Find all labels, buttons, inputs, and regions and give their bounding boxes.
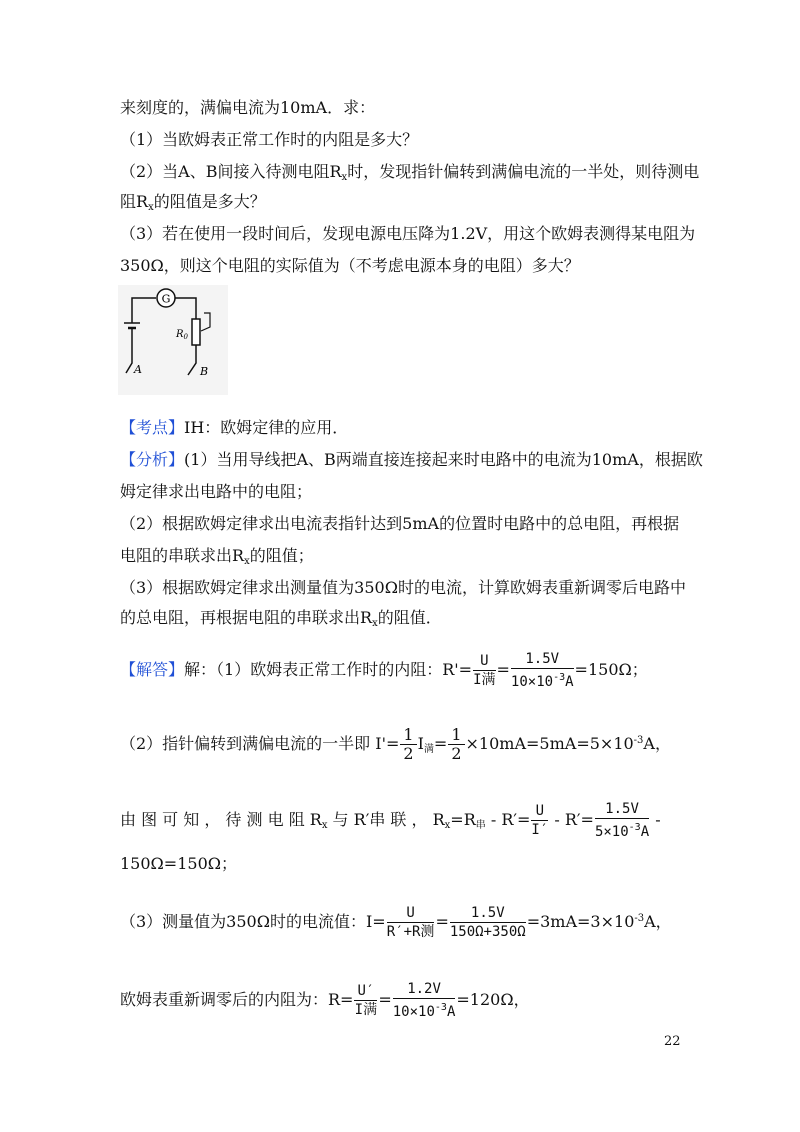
variable-resistor-icon xyxy=(192,319,200,345)
s2-result: ×10mA=5mA=5×10 xyxy=(465,734,634,753)
fraction-one-half xyxy=(448,726,464,763)
fenxi-line-2: 姆定律求出电路中的电阻； xyxy=(120,482,313,501)
subscript-x: x xyxy=(444,820,451,831)
fenxi-line-3: （2）根据欧姆定律求出电流表指针达到5mA的位置时电路中的总电阻，再根据 xyxy=(120,514,680,533)
fraction-voltage-over-current xyxy=(511,650,574,691)
page-number: 22 xyxy=(664,1034,681,1049)
equals-sign: = xyxy=(496,660,510,679)
fenxi-line-5: （3）根据欧姆定律求出测量值为350Ω时的电流，计算欧姆表重新调零后电路中 xyxy=(120,578,686,597)
fraction-numerator: 1.5V xyxy=(450,904,526,923)
subscript-chuan: 串 xyxy=(475,820,486,831)
fraction-u-over-resistance xyxy=(387,904,435,941)
solution-step-2 xyxy=(120,726,671,763)
s5-exponent: -3 xyxy=(634,913,645,924)
solution-step-1 xyxy=(120,650,648,691)
fraction-one-half xyxy=(400,726,416,763)
s1-prefix: 解：（1）欧姆表正常工作时的内阻：R'= xyxy=(184,660,473,679)
fenxi-line-1 xyxy=(120,448,703,472)
s5-unit: A， xyxy=(644,912,672,931)
fraction-u-prime-over-i xyxy=(354,982,377,1019)
fraction-u-over-i-prime xyxy=(531,802,548,839)
fraction-u-over-i xyxy=(473,652,495,689)
resistor-label-r: R xyxy=(176,329,184,340)
s3-prefix: 由 图 可 知 ， 待 测 电 阻 R xyxy=(120,810,322,829)
fraction-numerator: 1.5V xyxy=(595,800,649,819)
subscript-x: x xyxy=(244,556,250,567)
fraction-voltage-over-current xyxy=(393,980,456,1021)
solution-step-3-cont: 150Ω=150Ω； xyxy=(120,854,238,873)
fraction-numerator: 1.5V xyxy=(511,650,574,669)
fraction-numerator: U′ xyxy=(354,982,377,1001)
fraction-denominator xyxy=(511,669,574,691)
subscript-x: x xyxy=(148,202,154,213)
fenxi-text-6a: 的总电阻，再根据电阻的串联求出R xyxy=(120,608,373,627)
fraction-denominator: 2 xyxy=(403,744,414,763)
fraction-denominator: I满 xyxy=(473,672,496,688)
s2-prefix: （2）指针偏转到满偏电流的一半即 I'= xyxy=(120,734,400,753)
equals-sign: = xyxy=(378,990,392,1009)
subscript-x: x xyxy=(341,172,348,183)
circuit-diagram xyxy=(118,285,228,395)
den-unit: A xyxy=(640,824,650,840)
jieda-tag: 【解答】 xyxy=(120,660,185,679)
fenxi-text-4b: 的阻值； xyxy=(249,546,314,565)
fenxi-line-6 xyxy=(120,606,442,636)
galvanometer-label: G xyxy=(161,292,171,306)
question-3: （3）若在使用一段时间后，发现电源电压降为1.2V，用这个欧姆表测得某电阻为 xyxy=(120,224,696,243)
question-2-cont-a: 阻R xyxy=(120,192,149,211)
den-exponent: -3 xyxy=(553,672,566,683)
subscript-x: x xyxy=(372,618,378,629)
fenxi-text-4a: 电阻的串联求出R xyxy=(120,546,245,565)
s2-exponent: -3 xyxy=(633,735,644,746)
solution-step-3 xyxy=(120,800,661,841)
equals-sign: = xyxy=(435,912,449,931)
fenxi-line-4 xyxy=(120,544,314,574)
solution-step-4 xyxy=(120,904,672,941)
fraction-numerator: 1 xyxy=(400,726,416,745)
s3-minus: - R′= xyxy=(485,810,531,829)
terminal-b-label: B xyxy=(200,365,209,378)
s5-result: =3mA=3×10 xyxy=(526,912,635,931)
fraction-voltage-over-resistance xyxy=(450,904,526,941)
fenxi-tag: 【分析】 xyxy=(120,450,185,469)
solution-step-5 xyxy=(120,980,530,1021)
question-2-cont xyxy=(120,190,266,220)
s3-mid: 与 R′串 联 ， R xyxy=(327,810,445,829)
s2-unit: A， xyxy=(643,734,671,753)
question-1: （1）当欧姆表正常工作时的内阻是多大？ xyxy=(120,130,419,149)
s1-result: =150Ω； xyxy=(574,660,648,679)
subscript-man: 满 xyxy=(423,744,434,755)
subscript-x: x xyxy=(321,820,328,831)
kaodian-line xyxy=(120,416,348,440)
den-unit: A xyxy=(565,674,574,690)
kaodian-tag: 【考点】 xyxy=(120,418,185,437)
fraction-numerator: 1 xyxy=(448,726,464,745)
fraction-denominator xyxy=(393,999,456,1021)
fraction-denominator: 2 xyxy=(451,744,462,763)
s6-result: =120Ω， xyxy=(456,990,530,1009)
fraction-numerator: 1.2V xyxy=(393,980,456,999)
fraction-denominator xyxy=(595,819,649,841)
fraction-numerator: U xyxy=(531,802,548,821)
fraction-denominator: I满 xyxy=(354,1002,378,1018)
question-3-cont: 350Ω，则这个电阻的实际值为（不考虑电源本身的电阻）多大？ xyxy=(120,256,580,275)
den-exponent: -3 xyxy=(628,822,641,833)
fraction-denominator: I′ xyxy=(531,822,549,838)
den-exponent: -3 xyxy=(434,1002,447,1013)
fraction-numerator: U xyxy=(387,904,435,923)
resistor-label-sub: 0 xyxy=(183,333,188,341)
fraction-denominator: R′+R测 xyxy=(386,924,435,940)
question-2-cont-b: 的阻值是多大？ xyxy=(153,192,266,211)
kaodian-text: IH：欧姆定律的应用． xyxy=(184,418,349,437)
s3-tail: - xyxy=(650,810,661,829)
equals-sign: = xyxy=(433,734,448,753)
s2-current: I xyxy=(417,734,424,753)
s3-minus-2: - R′= xyxy=(549,810,594,829)
den-base: 10×10 xyxy=(392,1004,435,1020)
den-unit: A xyxy=(446,1004,456,1020)
fraction-numerator: U xyxy=(473,652,495,671)
s6-prefix: 欧姆表重新调零后的内阻为：R= xyxy=(120,990,354,1009)
terminal-a-label: A xyxy=(134,363,142,376)
fraction-voltage-over-current xyxy=(595,800,649,841)
fenxi-text-6b: 的阻值． xyxy=(377,608,442,627)
question-2 xyxy=(120,160,699,190)
den-base: 10×10 xyxy=(510,674,554,690)
question-2-text-a: （2）当A、B间接入待测电阻R xyxy=(120,162,342,181)
fraction-denominator: 150Ω+350Ω xyxy=(449,924,526,940)
question-2-text-b: 时，发现指针偏转到满偏电流的一半处，则待测电 xyxy=(347,162,700,181)
s5-prefix: （3）测量值为350Ω时的电流值：I= xyxy=(120,912,386,931)
problem-line-1: 来刻度的，满偏电流为10mA．求： xyxy=(120,98,376,117)
fenxi-text-1: (1）当用导线把A、B两端直接连接起来时电路中的电流为10mA，根据欧 xyxy=(184,450,703,469)
den-base: 5×10 xyxy=(594,824,629,840)
s3-eq: =R xyxy=(450,810,476,829)
